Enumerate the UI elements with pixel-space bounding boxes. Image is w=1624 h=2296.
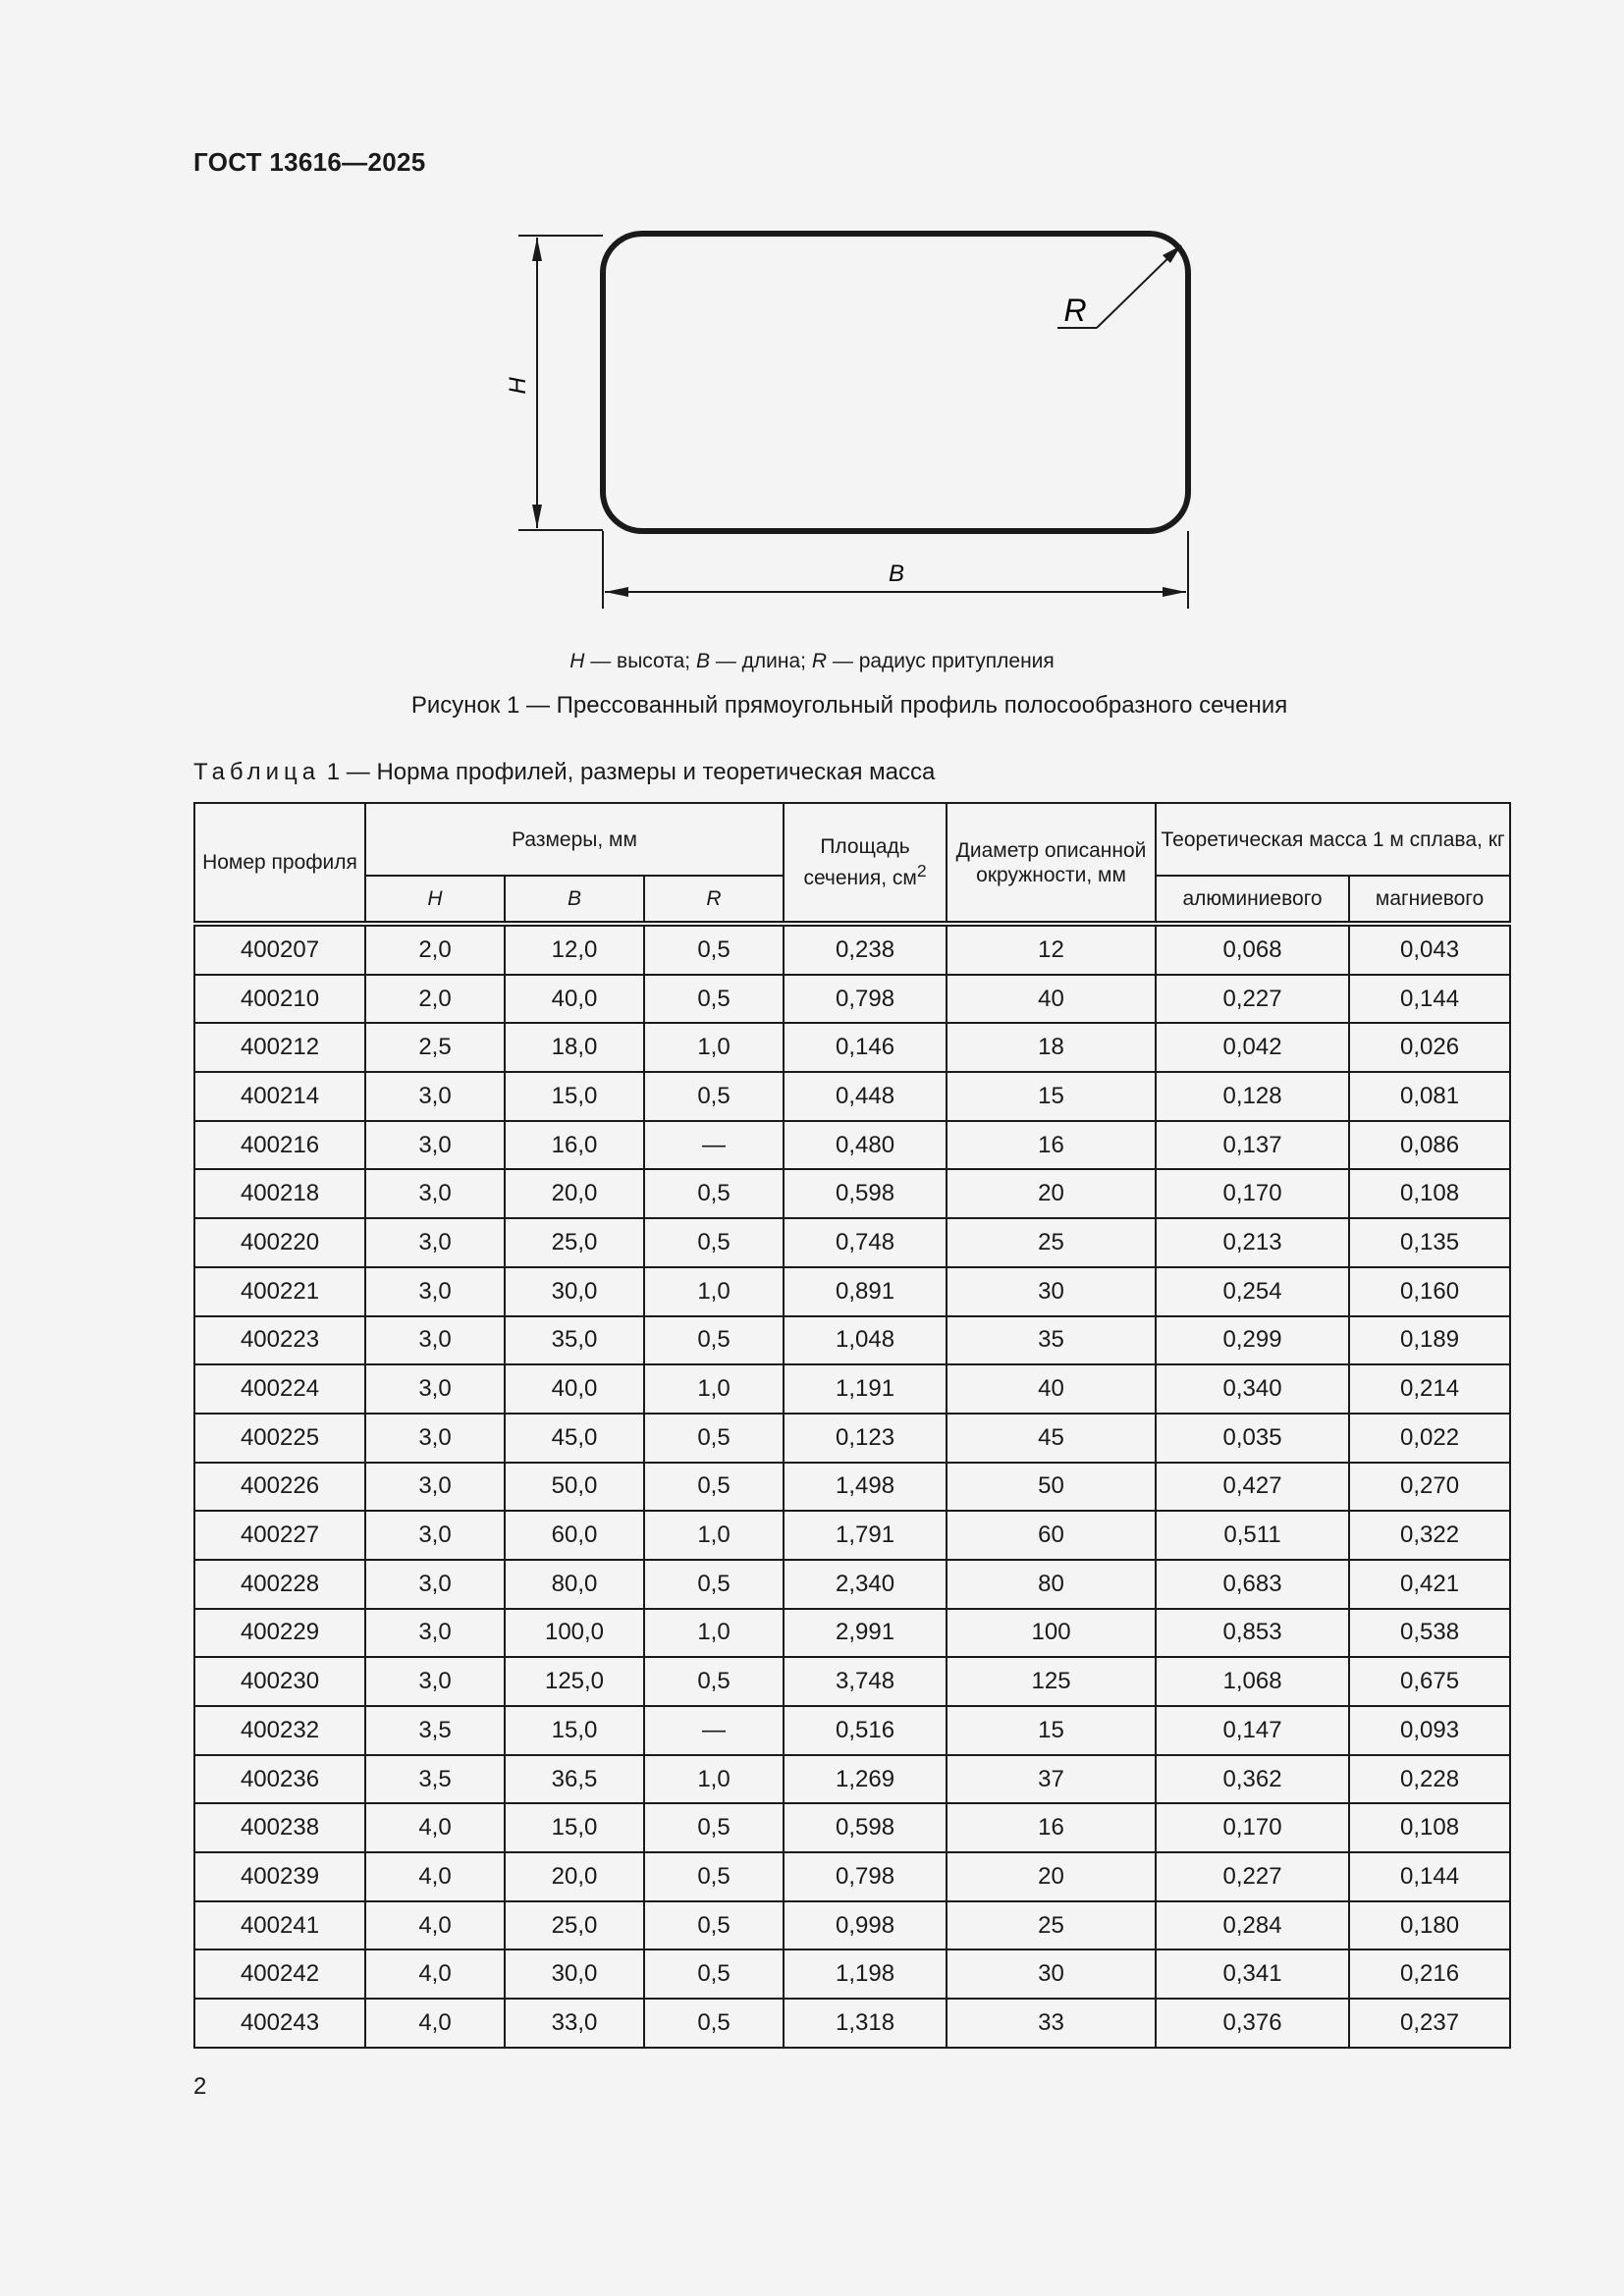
cell-diameter-value: 20 <box>947 1169 1156 1218</box>
cell-profile-number: 400232 <box>194 1706 365 1755</box>
profile-outline <box>603 234 1188 531</box>
cell-area-value: 1,198 <box>784 1949 947 1999</box>
cell-diameter-value: 125 <box>947 1657 1156 1706</box>
cell-profile-number: 400220 <box>194 1218 365 1267</box>
table-row <box>194 1364 1510 1414</box>
cell-area-value: 0,998 <box>784 1901 947 1950</box>
table-row <box>194 1023 1510 1072</box>
header-sizes: Размеры, мм <box>365 803 784 876</box>
cell-r-value: 0,5 <box>644 1218 784 1267</box>
cell-h-value: 3,0 <box>365 1657 505 1706</box>
cell-area-value: 0,798 <box>784 975 947 1024</box>
cell-h-value: 3,0 <box>365 1511 505 1560</box>
cell-b-value: 16,0 <box>505 1121 644 1170</box>
cell-r-value: — <box>644 1121 784 1170</box>
table-row <box>194 1803 1510 1852</box>
header-h-symbol: H <box>427 887 443 910</box>
cell-aluminium-mass: 0,068 <box>1156 924 1349 975</box>
header-area <box>784 803 947 924</box>
table-row <box>194 924 1510 975</box>
cell-profile-number: 400224 <box>194 1364 365 1414</box>
cell-diameter-value: 18 <box>947 1023 1156 1072</box>
cell-r-value: 1,0 <box>644 1511 784 1560</box>
cell-profile-number: 400216 <box>194 1121 365 1170</box>
header-b-symbol: B <box>567 887 581 910</box>
cell-magnesium-mass: 0,216 <box>1349 1949 1510 1999</box>
cell-r-value: 1,0 <box>644 1609 784 1658</box>
cell-b-value: 18,0 <box>505 1023 644 1072</box>
cell-b-value: 40,0 <box>505 1364 644 1414</box>
cell-b-value: 25,0 <box>505 1218 644 1267</box>
cell-r-value: 1,0 <box>644 1267 784 1316</box>
cell-diameter-value: 15 <box>947 1706 1156 1755</box>
cell-aluminium-mass: 0,137 <box>1156 1121 1349 1170</box>
cell-b-value: 35,0 <box>505 1316 644 1365</box>
cell-magnesium-mass: 0,237 <box>1349 1999 1510 2048</box>
cell-aluminium-mass: 0,362 <box>1156 1755 1349 1804</box>
h-arrow-top <box>532 238 542 261</box>
table-caption <box>193 759 935 786</box>
cell-area-value: 2,340 <box>784 1560 947 1609</box>
cell-profile-number: 400221 <box>194 1267 365 1316</box>
cell-area-value: 1,791 <box>784 1511 947 1560</box>
cell-aluminium-mass: 0,511 <box>1156 1511 1349 1560</box>
cell-b-value: 15,0 <box>505 1706 644 1755</box>
table-row <box>194 1852 1510 1901</box>
label-h: H <box>505 377 531 395</box>
cell-area-value: 0,480 <box>784 1121 947 1170</box>
cell-magnesium-mass: 0,322 <box>1349 1511 1510 1560</box>
cell-r-value: 0,5 <box>644 1169 784 1218</box>
cell-area-value: 2,991 <box>784 1609 947 1658</box>
cell-h-value: 3,0 <box>365 1364 505 1414</box>
table-row <box>194 1657 1510 1706</box>
cell-h-value: 2,0 <box>365 924 505 975</box>
header-aluminium: алюминиевого <box>1156 876 1349 924</box>
header-h <box>365 876 505 924</box>
cell-magnesium-mass: 0,160 <box>1349 1267 1510 1316</box>
cell-aluminium-mass: 0,427 <box>1156 1463 1349 1512</box>
table-row <box>194 1560 1510 1609</box>
table-row <box>194 1706 1510 1755</box>
profiles-table <box>193 802 1511 2049</box>
cell-h-value: 4,0 <box>365 1999 505 2048</box>
cell-area-value: 0,748 <box>784 1218 947 1267</box>
header-magnesium: магниевого <box>1349 876 1510 924</box>
table-row <box>194 1511 1510 1560</box>
cell-diameter-value: 40 <box>947 975 1156 1024</box>
cell-diameter-value: 16 <box>947 1121 1156 1170</box>
header-profile-number: Номер профиля <box>194 803 365 924</box>
cell-b-value: 40,0 <box>505 975 644 1024</box>
header-area-text: Площадь сечения, см <box>803 835 917 889</box>
cell-aluminium-mass: 0,170 <box>1156 1803 1349 1852</box>
figure-legend <box>0 650 1624 673</box>
cell-r-value: — <box>644 1706 784 1755</box>
cell-area-value: 0,798 <box>784 1852 947 1901</box>
cell-area-value: 0,448 <box>784 1072 947 1121</box>
cell-profile-number: 400212 <box>194 1023 365 1072</box>
cell-diameter-value: 15 <box>947 1072 1156 1121</box>
cell-aluminium-mass: 0,147 <box>1156 1706 1349 1755</box>
cell-r-value: 0,5 <box>644 1949 784 1999</box>
table-row <box>194 1121 1510 1170</box>
cell-b-value: 15,0 <box>505 1803 644 1852</box>
cell-magnesium-mass: 0,180 <box>1349 1901 1510 1950</box>
cell-area-value: 0,146 <box>784 1023 947 1072</box>
cell-aluminium-mass: 0,254 <box>1156 1267 1349 1316</box>
cell-magnesium-mass: 0,270 <box>1349 1463 1510 1512</box>
header-b <box>505 876 644 924</box>
cell-magnesium-mass: 0,086 <box>1349 1121 1510 1170</box>
cell-diameter-value: 100 <box>947 1609 1156 1658</box>
cell-profile-number: 400227 <box>194 1511 365 1560</box>
table-body <box>194 924 1510 2048</box>
cell-b-value: 100,0 <box>505 1609 644 1658</box>
cell-magnesium-mass: 0,538 <box>1349 1609 1510 1658</box>
cell-profile-number: 400226 <box>194 1463 365 1512</box>
cell-profile-number: 400242 <box>194 1949 365 1999</box>
cell-b-value: 20,0 <box>505 1852 644 1901</box>
cell-r-value: 0,5 <box>644 1852 784 1901</box>
cell-magnesium-mass: 0,228 <box>1349 1755 1510 1804</box>
cell-profile-number: 400241 <box>194 1901 365 1950</box>
b-arrow-left <box>605 587 628 597</box>
cell-area-value: 0,598 <box>784 1169 947 1218</box>
table-row <box>194 1072 1510 1121</box>
cell-diameter-value: 30 <box>947 1949 1156 1999</box>
table-row <box>194 1169 1510 1218</box>
table-row <box>194 1267 1510 1316</box>
cell-area-value: 1,048 <box>784 1316 947 1365</box>
table-caption-text: 1 — Норма профилей, размеры и теоретическая масса <box>320 759 936 785</box>
cell-magnesium-mass: 0,144 <box>1349 975 1510 1024</box>
table-row <box>194 1999 1510 2048</box>
legend-text-r: — радиус притупления <box>827 650 1055 672</box>
b-arrow-right <box>1163 587 1186 597</box>
cell-magnesium-mass: 0,144 <box>1349 1852 1510 1901</box>
cell-diameter-value: 16 <box>947 1803 1156 1852</box>
cell-r-value: 0,5 <box>644 1560 784 1609</box>
cell-aluminium-mass: 0,683 <box>1156 1560 1349 1609</box>
label-r: R <box>1063 293 1087 328</box>
cell-aluminium-mass: 0,170 <box>1156 1169 1349 1218</box>
legend-text-b: — длина; <box>710 650 812 672</box>
profile-drawing <box>0 0 1624 687</box>
cell-diameter-value: 37 <box>947 1755 1156 1804</box>
cell-h-value: 3,0 <box>365 1609 505 1658</box>
cell-diameter-value: 35 <box>947 1316 1156 1365</box>
cell-b-value: 60,0 <box>505 1511 644 1560</box>
cell-area-value: 0,516 <box>784 1706 947 1755</box>
cell-aluminium-mass: 0,341 <box>1156 1949 1349 1999</box>
cell-r-value: 0,5 <box>644 1803 784 1852</box>
header-mass: Теоретическая масса 1 м сплава, кг <box>1156 803 1510 876</box>
cell-h-value: 3,5 <box>365 1755 505 1804</box>
cell-r-value: 0,5 <box>644 1657 784 1706</box>
cell-aluminium-mass: 0,299 <box>1156 1316 1349 1365</box>
cell-aluminium-mass: 1,068 <box>1156 1657 1349 1706</box>
cell-aluminium-mass: 0,213 <box>1156 1218 1349 1267</box>
cell-profile-number: 400229 <box>194 1609 365 1658</box>
cell-r-value: 0,5 <box>644 1072 784 1121</box>
cell-r-value: 0,5 <box>644 1463 784 1512</box>
table-row <box>194 975 1510 1024</box>
cell-magnesium-mass: 0,093 <box>1349 1706 1510 1755</box>
cell-r-value: 0,5 <box>644 1316 784 1365</box>
cell-b-value: 36,5 <box>505 1755 644 1804</box>
table-row <box>194 1414 1510 1463</box>
table-row <box>194 1949 1510 1999</box>
header-diameter: Диаметр описанной окружности, мм <box>947 803 1156 924</box>
cell-aluminium-mass: 0,227 <box>1156 975 1349 1024</box>
cell-r-value: 0,5 <box>644 1901 784 1950</box>
cell-aluminium-mass: 0,035 <box>1156 1414 1349 1463</box>
cell-b-value: 125,0 <box>505 1657 644 1706</box>
cell-h-value: 3,0 <box>365 1463 505 1512</box>
cell-magnesium-mass: 0,214 <box>1349 1364 1510 1414</box>
cell-profile-number: 400230 <box>194 1657 365 1706</box>
legend-symbol-b: B <box>695 650 710 672</box>
table-caption-prefix: Таблица <box>193 759 321 785</box>
table-row <box>194 1218 1510 1267</box>
header-r-symbol: R <box>706 887 722 910</box>
cell-area-value: 1,269 <box>784 1755 947 1804</box>
cell-diameter-value: 25 <box>947 1218 1156 1267</box>
cell-h-value: 3,0 <box>365 1121 505 1170</box>
cell-r-value: 1,0 <box>644 1755 784 1804</box>
header-area-sup: 2 <box>916 861 927 881</box>
cell-area-value: 1,498 <box>784 1463 947 1512</box>
cell-b-value: 30,0 <box>505 1267 644 1316</box>
cell-magnesium-mass: 0,135 <box>1349 1218 1510 1267</box>
cell-r-value: 0,5 <box>644 924 784 975</box>
cell-diameter-value: 12 <box>947 924 1156 975</box>
cell-aluminium-mass: 0,042 <box>1156 1023 1349 1072</box>
label-b: B <box>888 561 905 587</box>
cell-h-value: 3,0 <box>365 1560 505 1609</box>
table-row <box>194 1609 1510 1658</box>
cell-diameter-value: 60 <box>947 1511 1156 1560</box>
cell-profile-number: 400236 <box>194 1755 365 1804</box>
cell-magnesium-mass: 0,022 <box>1349 1414 1510 1463</box>
cell-b-value: 45,0 <box>505 1414 644 1463</box>
cell-area-value: 0,598 <box>784 1803 947 1852</box>
cell-diameter-value: 20 <box>947 1852 1156 1901</box>
cell-h-value: 3,0 <box>365 1414 505 1463</box>
cell-r-value: 0,5 <box>644 1414 784 1463</box>
cell-aluminium-mass: 0,128 <box>1156 1072 1349 1121</box>
cell-h-value: 2,0 <box>365 975 505 1024</box>
table-row <box>194 1463 1510 1512</box>
cell-h-value: 3,0 <box>365 1316 505 1365</box>
cell-h-value: 3,0 <box>365 1218 505 1267</box>
cell-profile-number: 400238 <box>194 1803 365 1852</box>
table-row <box>194 1901 1510 1950</box>
page-number: 2 <box>193 2073 207 2100</box>
cell-diameter-value: 40 <box>947 1364 1156 1414</box>
cell-b-value: 80,0 <box>505 1560 644 1609</box>
h-arrow-bottom <box>532 505 542 528</box>
cell-b-value: 50,0 <box>505 1463 644 1512</box>
cell-h-value: 4,0 <box>365 1901 505 1950</box>
cell-profile-number: 400223 <box>194 1316 365 1365</box>
cell-diameter-value: 80 <box>947 1560 1156 1609</box>
cell-b-value: 30,0 <box>505 1949 644 1999</box>
legend-symbol-h: H <box>569 650 585 672</box>
cell-b-value: 25,0 <box>505 1901 644 1950</box>
cell-h-value: 4,0 <box>365 1803 505 1852</box>
cell-h-value: 4,0 <box>365 1949 505 1999</box>
cell-profile-number: 400207 <box>194 924 365 975</box>
cell-magnesium-mass: 0,081 <box>1349 1072 1510 1121</box>
cell-profile-number: 400218 <box>194 1169 365 1218</box>
figure-caption: Рисунок 1 — Прессованный прямоугольный профиль полосообразного сечения <box>410 692 1288 719</box>
header-r <box>644 876 784 924</box>
cell-profile-number: 400210 <box>194 975 365 1024</box>
cell-aluminium-mass: 0,340 <box>1156 1364 1349 1414</box>
cell-diameter-value: 50 <box>947 1463 1156 1512</box>
cell-profile-number: 400228 <box>194 1560 365 1609</box>
legend-text-h: — высота; <box>584 650 696 672</box>
cell-r-value: 0,5 <box>644 1999 784 2048</box>
cell-b-value: 20,0 <box>505 1169 644 1218</box>
cell-magnesium-mass: 0,026 <box>1349 1023 1510 1072</box>
cell-b-value: 15,0 <box>505 1072 644 1121</box>
cell-aluminium-mass: 0,284 <box>1156 1901 1349 1950</box>
cell-magnesium-mass: 0,108 <box>1349 1803 1510 1852</box>
cell-area-value: 0,238 <box>784 924 947 975</box>
cell-h-value: 4,0 <box>365 1852 505 1901</box>
cell-r-value: 1,0 <box>644 1023 784 1072</box>
cell-aluminium-mass: 0,376 <box>1156 1999 1349 2048</box>
cell-r-value: 0,5 <box>644 975 784 1024</box>
cell-h-value: 3,0 <box>365 1267 505 1316</box>
cell-aluminium-mass: 0,853 <box>1156 1609 1349 1658</box>
cell-profile-number: 400239 <box>194 1852 365 1901</box>
cell-area-value: 1,318 <box>784 1999 947 2048</box>
cell-h-value: 3,0 <box>365 1072 505 1121</box>
cell-diameter-value: 45 <box>947 1414 1156 1463</box>
cell-magnesium-mass: 0,421 <box>1349 1560 1510 1609</box>
table-row <box>194 1316 1510 1365</box>
cell-magnesium-mass: 0,189 <box>1349 1316 1510 1365</box>
cell-diameter-value: 33 <box>947 1999 1156 2048</box>
cell-magnesium-mass: 0,675 <box>1349 1657 1510 1706</box>
cell-r-value: 1,0 <box>644 1364 784 1414</box>
legend-symbol-r: R <box>811 650 828 672</box>
cell-diameter-value: 30 <box>947 1267 1156 1316</box>
cell-area-value: 3,748 <box>784 1657 947 1706</box>
cell-b-value: 12,0 <box>505 924 644 975</box>
cell-profile-number: 400214 <box>194 1072 365 1121</box>
cell-area-value: 0,123 <box>784 1414 947 1463</box>
cell-profile-number: 400225 <box>194 1414 365 1463</box>
cell-magnesium-mass: 0,108 <box>1349 1169 1510 1218</box>
cell-b-value: 33,0 <box>505 1999 644 2048</box>
cell-profile-number: 400243 <box>194 1999 365 2048</box>
table-row <box>194 1755 1510 1804</box>
cell-area-value: 0,891 <box>784 1267 947 1316</box>
cell-magnesium-mass: 0,043 <box>1349 924 1510 975</box>
document-id: ГОСТ 13616—2025 <box>193 147 426 177</box>
cell-area-value: 1,191 <box>784 1364 947 1414</box>
cell-diameter-value: 25 <box>947 1901 1156 1950</box>
cell-h-value: 3,0 <box>365 1169 505 1218</box>
cell-h-value: 2,5 <box>365 1023 505 1072</box>
cell-aluminium-mass: 0,227 <box>1156 1852 1349 1901</box>
cell-h-value: 3,5 <box>365 1706 505 1755</box>
